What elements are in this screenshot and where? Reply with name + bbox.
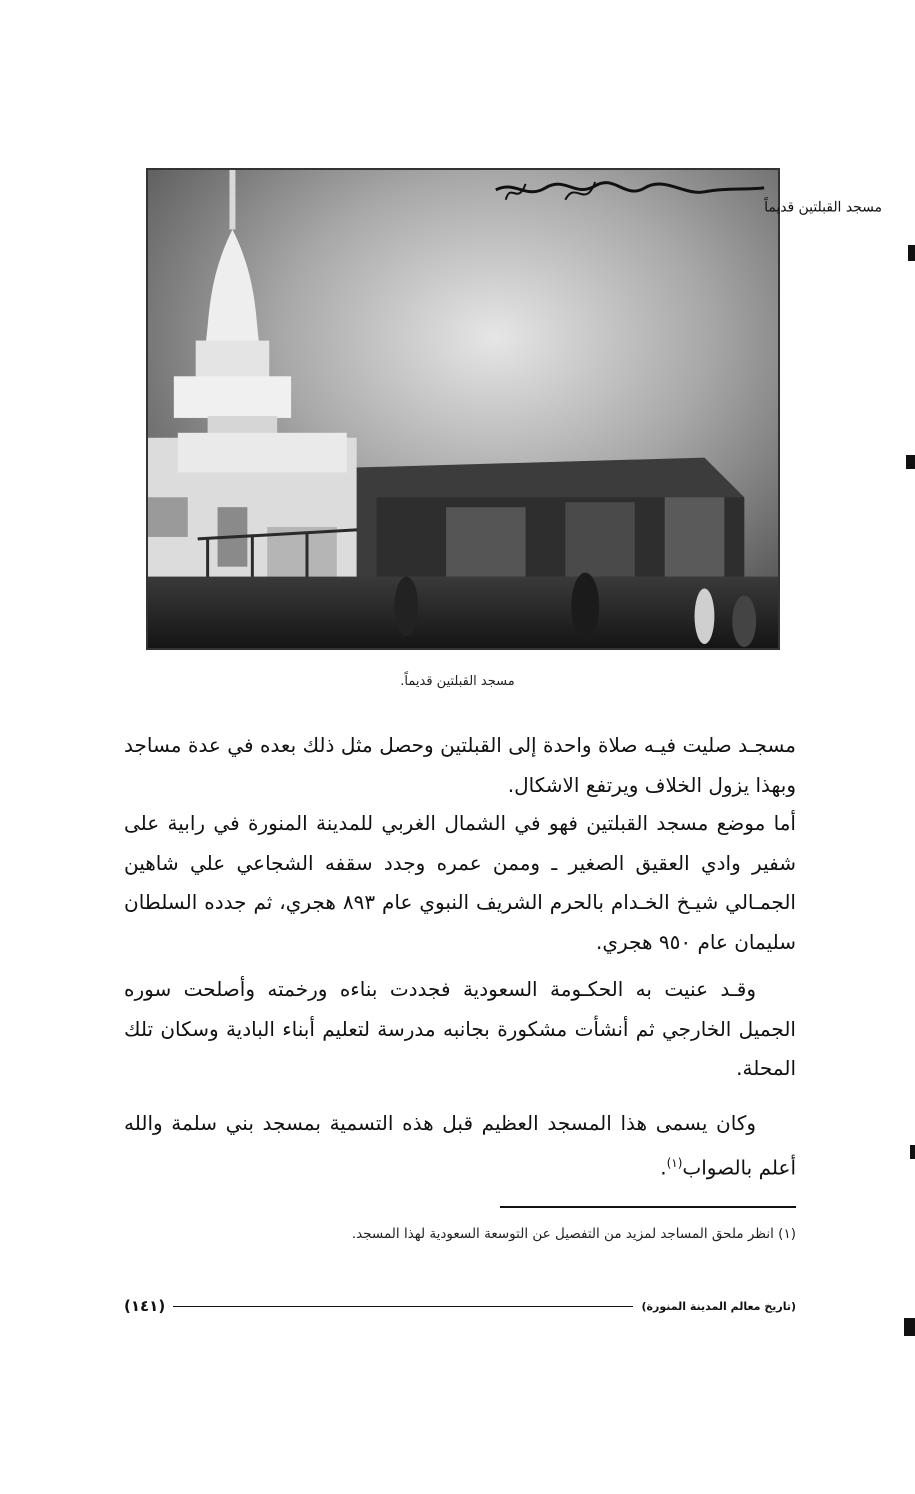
footer-rule <box>173 1306 633 1307</box>
page-number: (١٤١) <box>124 1297 166 1315</box>
scan-edge-mark <box>904 1318 915 1336</box>
paragraph-1: مسجـد صليت فيـه صلاة واحدة إلى القبلتين وحصل مثل ذلك بعده في عدة مساجد وبهذا يزول الخلاف ويرتفع الاشكال. <box>124 733 796 797</box>
photo-handwriting: مسجد القبلتين قديماً <box>764 199 882 216</box>
footnote-divider <box>500 1206 796 1208</box>
paragraph-4-text: وكان يسمى هذا المسجد العظيم قبل هذه التسمية بمسجد بني سلمة والله أعلم بالصواب <box>124 1111 796 1180</box>
scan-edge-mark <box>910 1145 915 1159</box>
paragraph-4: وكان يسمى هذا المسجد العظيم قبل هذه التسمية بمسجد بني سلمة والله أعلم بالصواب$^{(١)}$. <box>124 1111 796 1180</box>
running-title: (تاريخ معالم المدينة المنورة) <box>641 1299 796 1313</box>
mosque-photo <box>146 168 882 650</box>
footnote-reference: (١) <box>666 1155 683 1170</box>
body-text <box>124 726 796 805</box>
scan-edge-mark <box>908 245 915 261</box>
body-text-3 <box>124 970 796 1089</box>
mosque-photo-image <box>148 170 882 648</box>
body-text-4 <box>124 1104 796 1188</box>
footnote: (١) انظر ملحق المساجد لمزيد من التفصيل عن التوسعة السعودية لهذا المسجد. <box>351 1226 796 1242</box>
paragraph-3: وقـد عنيت به الحكـومة السعودية فجددت بناءه ورخمته وأصلحت سوره الجميل الخارجي ثم أنشأت مشكورة بجانبه مدرسة لتعليم أبناء البادية وسكان تلك المحلة. <box>124 977 796 1080</box>
paragraph-2: أما موضع مسجد القبلتين فهو في الشمال الغربي للمدينة المنورة في رابية على شفير وادي العقيق الصغير ـ وممن عمره وجدد سقفه الشجاعي علي شاهين الجمـالي شيـخ الخـدام بالحرم الشريف النبوي عام ٨٩٣ هجري، ثم جدده السلطان سليمان عام ٩٥٠ هجري. <box>124 811 796 954</box>
running-footer <box>124 1294 796 1318</box>
photo-caption: مسجد القبلتين قديماً. <box>400 674 515 689</box>
scan-edge-mark <box>906 455 915 469</box>
body-text-2 <box>124 804 796 962</box>
